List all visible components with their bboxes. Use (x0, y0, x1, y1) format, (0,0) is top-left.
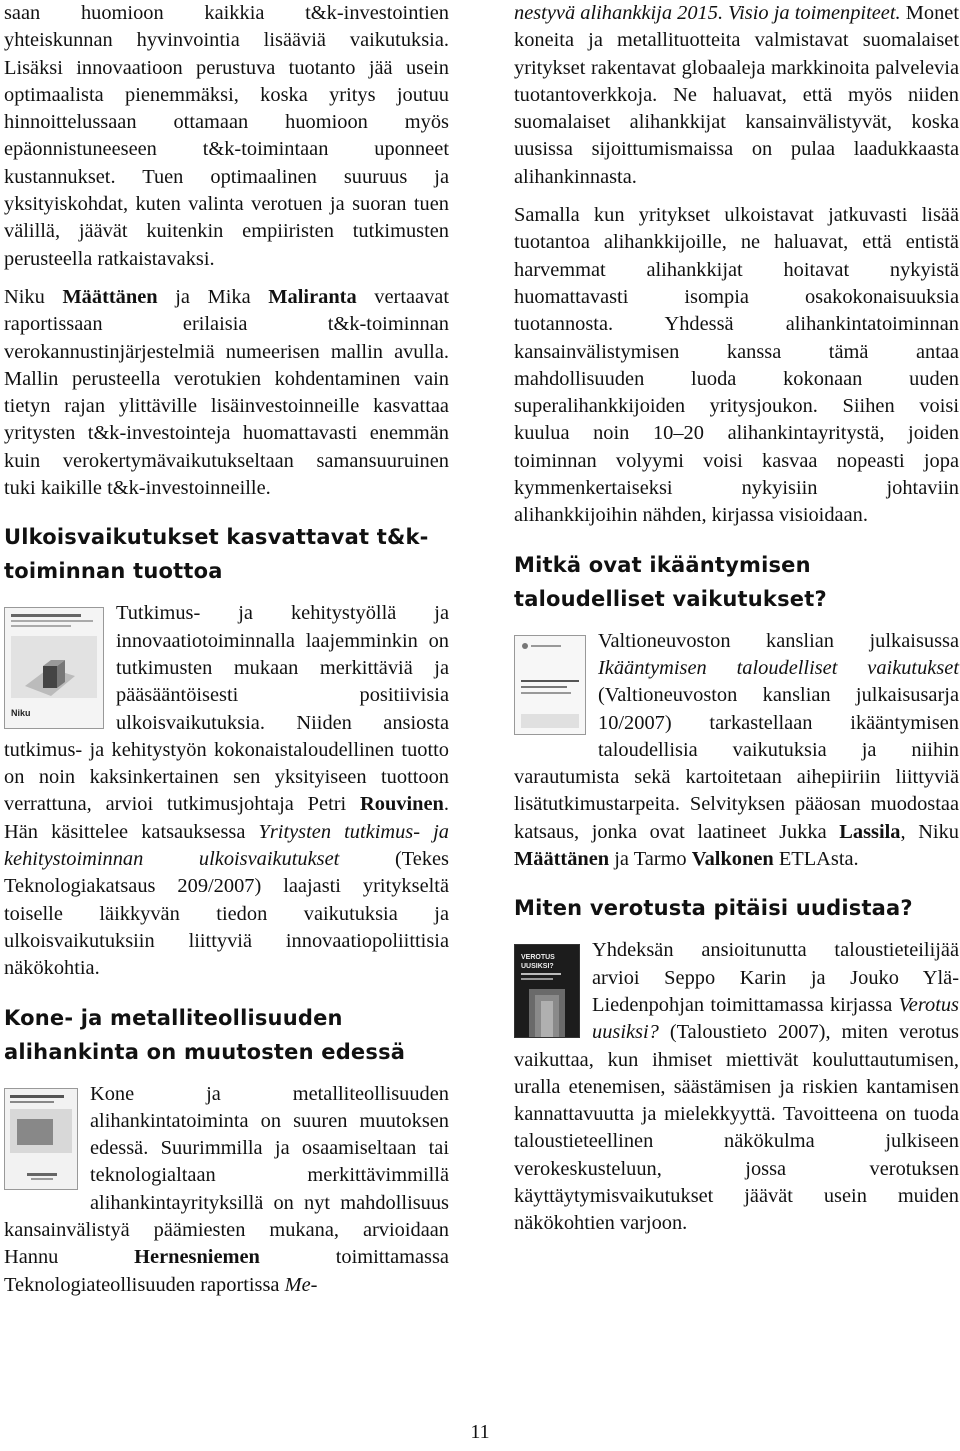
author-name: Valkonen (691, 848, 774, 871)
section-heading: Miten verotusta pitäisi uudistaa? (514, 896, 913, 921)
book-cover-label: Niku (11, 708, 31, 719)
publication-title: Yritysten tutkimus- ja kehitystoiminnan ulkoisvaikutukset (4, 820, 449, 871)
text: ja Mika (157, 285, 269, 308)
text: Tutkimus- ja kehitystyöllä ja innovaatiotoiminnalla laajemminkin on tutkimusten mukaan merkittäviä ja pääsääntöisesti positiivisia ulkoisvaikutuksia. Niiden ansiosta tutkimus- ja kehitystyön kokonaistaloudellinen tuotto on noin kaksinkertainen sen yksityiseen tuottoon verrattuna, arvioi tutkimusjohtaja Petri (4, 602, 449, 816)
right-column (514, 0, 959, 1238)
book-cover-image (514, 944, 580, 1038)
publication-title: Verotus uusiksi? (592, 993, 959, 1044)
text: ja Tarmo (609, 848, 692, 871)
publication-title: Ikääntymisen taloudelliset vaikutukset (598, 656, 959, 679)
author-name: Rouvinen (360, 793, 444, 816)
publication-title: nestyvä alihankkija 2015. Visio ja toimenpiteet. (514, 2, 901, 24)
publication-title: Me- (284, 1273, 318, 1296)
paragraph (514, 0, 959, 191)
text: . Hän käsittelee katsauksessa (4, 793, 449, 843)
paragraph: saan huomioon kaikkia t&k-investointien yhteiskunnan hyvinvointia lisääviä vaikutuksia. Lisäksi innovaatioon perustuva tuotanto jää usein optimaalista pienemmäksi, koska yritys joutuu hinnoittelussaan ottamaan huomioon myös epäonnistuneeseen t&k-toimintaan uponneet kustannukset. Tuen optimaalinen suuruus ja yksityiskohdat, kuten valinta verotuen ja suoran tuen välillä, jäävät kuitenkin empiiristen tutkimusten perusteella ratkaistavaksi. (4, 2, 449, 270)
paragraph (514, 937, 959, 1237)
text: ETLAsta. (773, 848, 859, 871)
text: Yhdeksän ansioitunutta taloustieteilijää arvioi Seppo Karin ja Jouko Ylä-Liedenpohjan toimittamassa kirjassa (592, 939, 959, 1016)
left-column (4, 0, 449, 1299)
author-name: Lassila (839, 820, 901, 843)
text: (Taloustieto 2007), miten verotus vaikuttaa, kun ihmiset miettivät kouluttautumisen, uralla etenemisen, säästämisen ja riskien kantamisen kannattavuutta ja mielekkyyttä. Tavoitteena on tuoda taloustieteellinen näkökulma julkiseen verokeskusteluun, jossa verotuksen käyttäytymisvaikutukset jäävät usein muiden näkökohtien varjoon. (514, 1021, 959, 1235)
text: Niku (4, 285, 63, 308)
author-name: Maliranta (268, 285, 357, 308)
publication-cover-image (514, 635, 586, 735)
author-name: Määttänen (514, 848, 610, 871)
section-heading: Mitkä ovat ikääntymisen taloudelliset vaikutukset? (514, 552, 827, 611)
book-cover-image (4, 607, 104, 729)
paragraph: Samalla kun yritykset ulkoistavat jatkuvasti lisää tuotantoa alihankkijoille, ne haluavat, että entistä harvemmat alihankkijat hoitavat nykyistä huomattavasti isompia osakokonaisuuksia tuotannosta. Yhdessä alihankintatoiminnan kansainvälistymisen kanssa tämä antaa mahdollisuuden luoda kokonaan uuden superalihankkijoiden yritysjoukon. Siihen voisi kuulua noin 10–20 alihankintayritystä, joiden toiminnan volyymi voisi kasvaa nopeasti jopa kymmenkertaiseksi nykyisiin johtaviin alihankkijoihin nähden, kirjassa visioidaan. (514, 204, 959, 527)
text: (Tekes Teknologiakatsaus 209/2007) laajasti yritykseltä toiselle läikkyvän tiedon vaikutuksia ja ulkoisvaikutuksiin liittyviä innovaatiopoliittisia näkökohtia. (4, 848, 449, 980)
author-name: Määttänen (62, 285, 158, 308)
author-name: Hernesniemen (134, 1246, 260, 1269)
report-cover-image (4, 1088, 78, 1190)
section-heading: Kone- ja metalliteollisuuden alihankinta on muutosten edessä (4, 1005, 406, 1064)
text: toimittamassa Teknologiateollisuuden raportissa (4, 1246, 449, 1296)
text: , Niku (900, 820, 959, 843)
text: Valtioneuvoston kanslian julkaisussa (598, 629, 959, 652)
section-heading: Ulkoisvaikutukset kasvattavat t&k-toiminnan tuottoa (4, 525, 429, 584)
page-number: 11 (470, 1421, 490, 1443)
text: Monet koneita ja metallituotteita valmistavat suomalaiset yritykset rakentavat globaaleja markkinoita palvelevia tuotantoverkkoja. Ne haluavat, että myös niiden suomalaiset alihankkijat kansainvälistyvät, koska uusissa sijoittumismaissa on pulaa laadukkaasta alihankinnasta. (514, 2, 959, 188)
text: (Valtioneuvoston kanslian julkaisusarja 10/2007) tarkastellaan ikääntymisen taloudellisia vaikutuksia ja niihin varautumista sekä kartoitetaan aihepiiriin liittyviä lisätutkimustarpeita. Selvityksen pääosan muodostaa katsaus, jonka ovat laatineet Jukka (514, 684, 959, 843)
text: vertaavat raportissaan erilaisia t&k-toiminnan verokannustinjärjestelmiä numeerisen mallin avulla. Mallin perusteella verotukien kohdentaminen vain tietyn rajan ylittäville lisäinvestoinneille kasvattaa yritysten t&k-investointeja huomattavasti enemmän kuin verokertymävaikutukseltaan samansuuruinen tuki kaikille t&k-investoinneille. (4, 285, 449, 500)
book-cover-title: VEROTUS UUSIKSI? (521, 954, 555, 971)
text: Kone ja metalliteollisuuden alihankintatoiminta on suuren muutoksen edessä. Suurimmilla ja osaamiseltaan tai teknologialtaan merkittävimmillä alihankintayrityksillä on nyt mahdollisuus kansainvälistyä päämiesten mukana, arvioidaan Hannu (4, 1082, 449, 1269)
paragraph (4, 284, 449, 502)
